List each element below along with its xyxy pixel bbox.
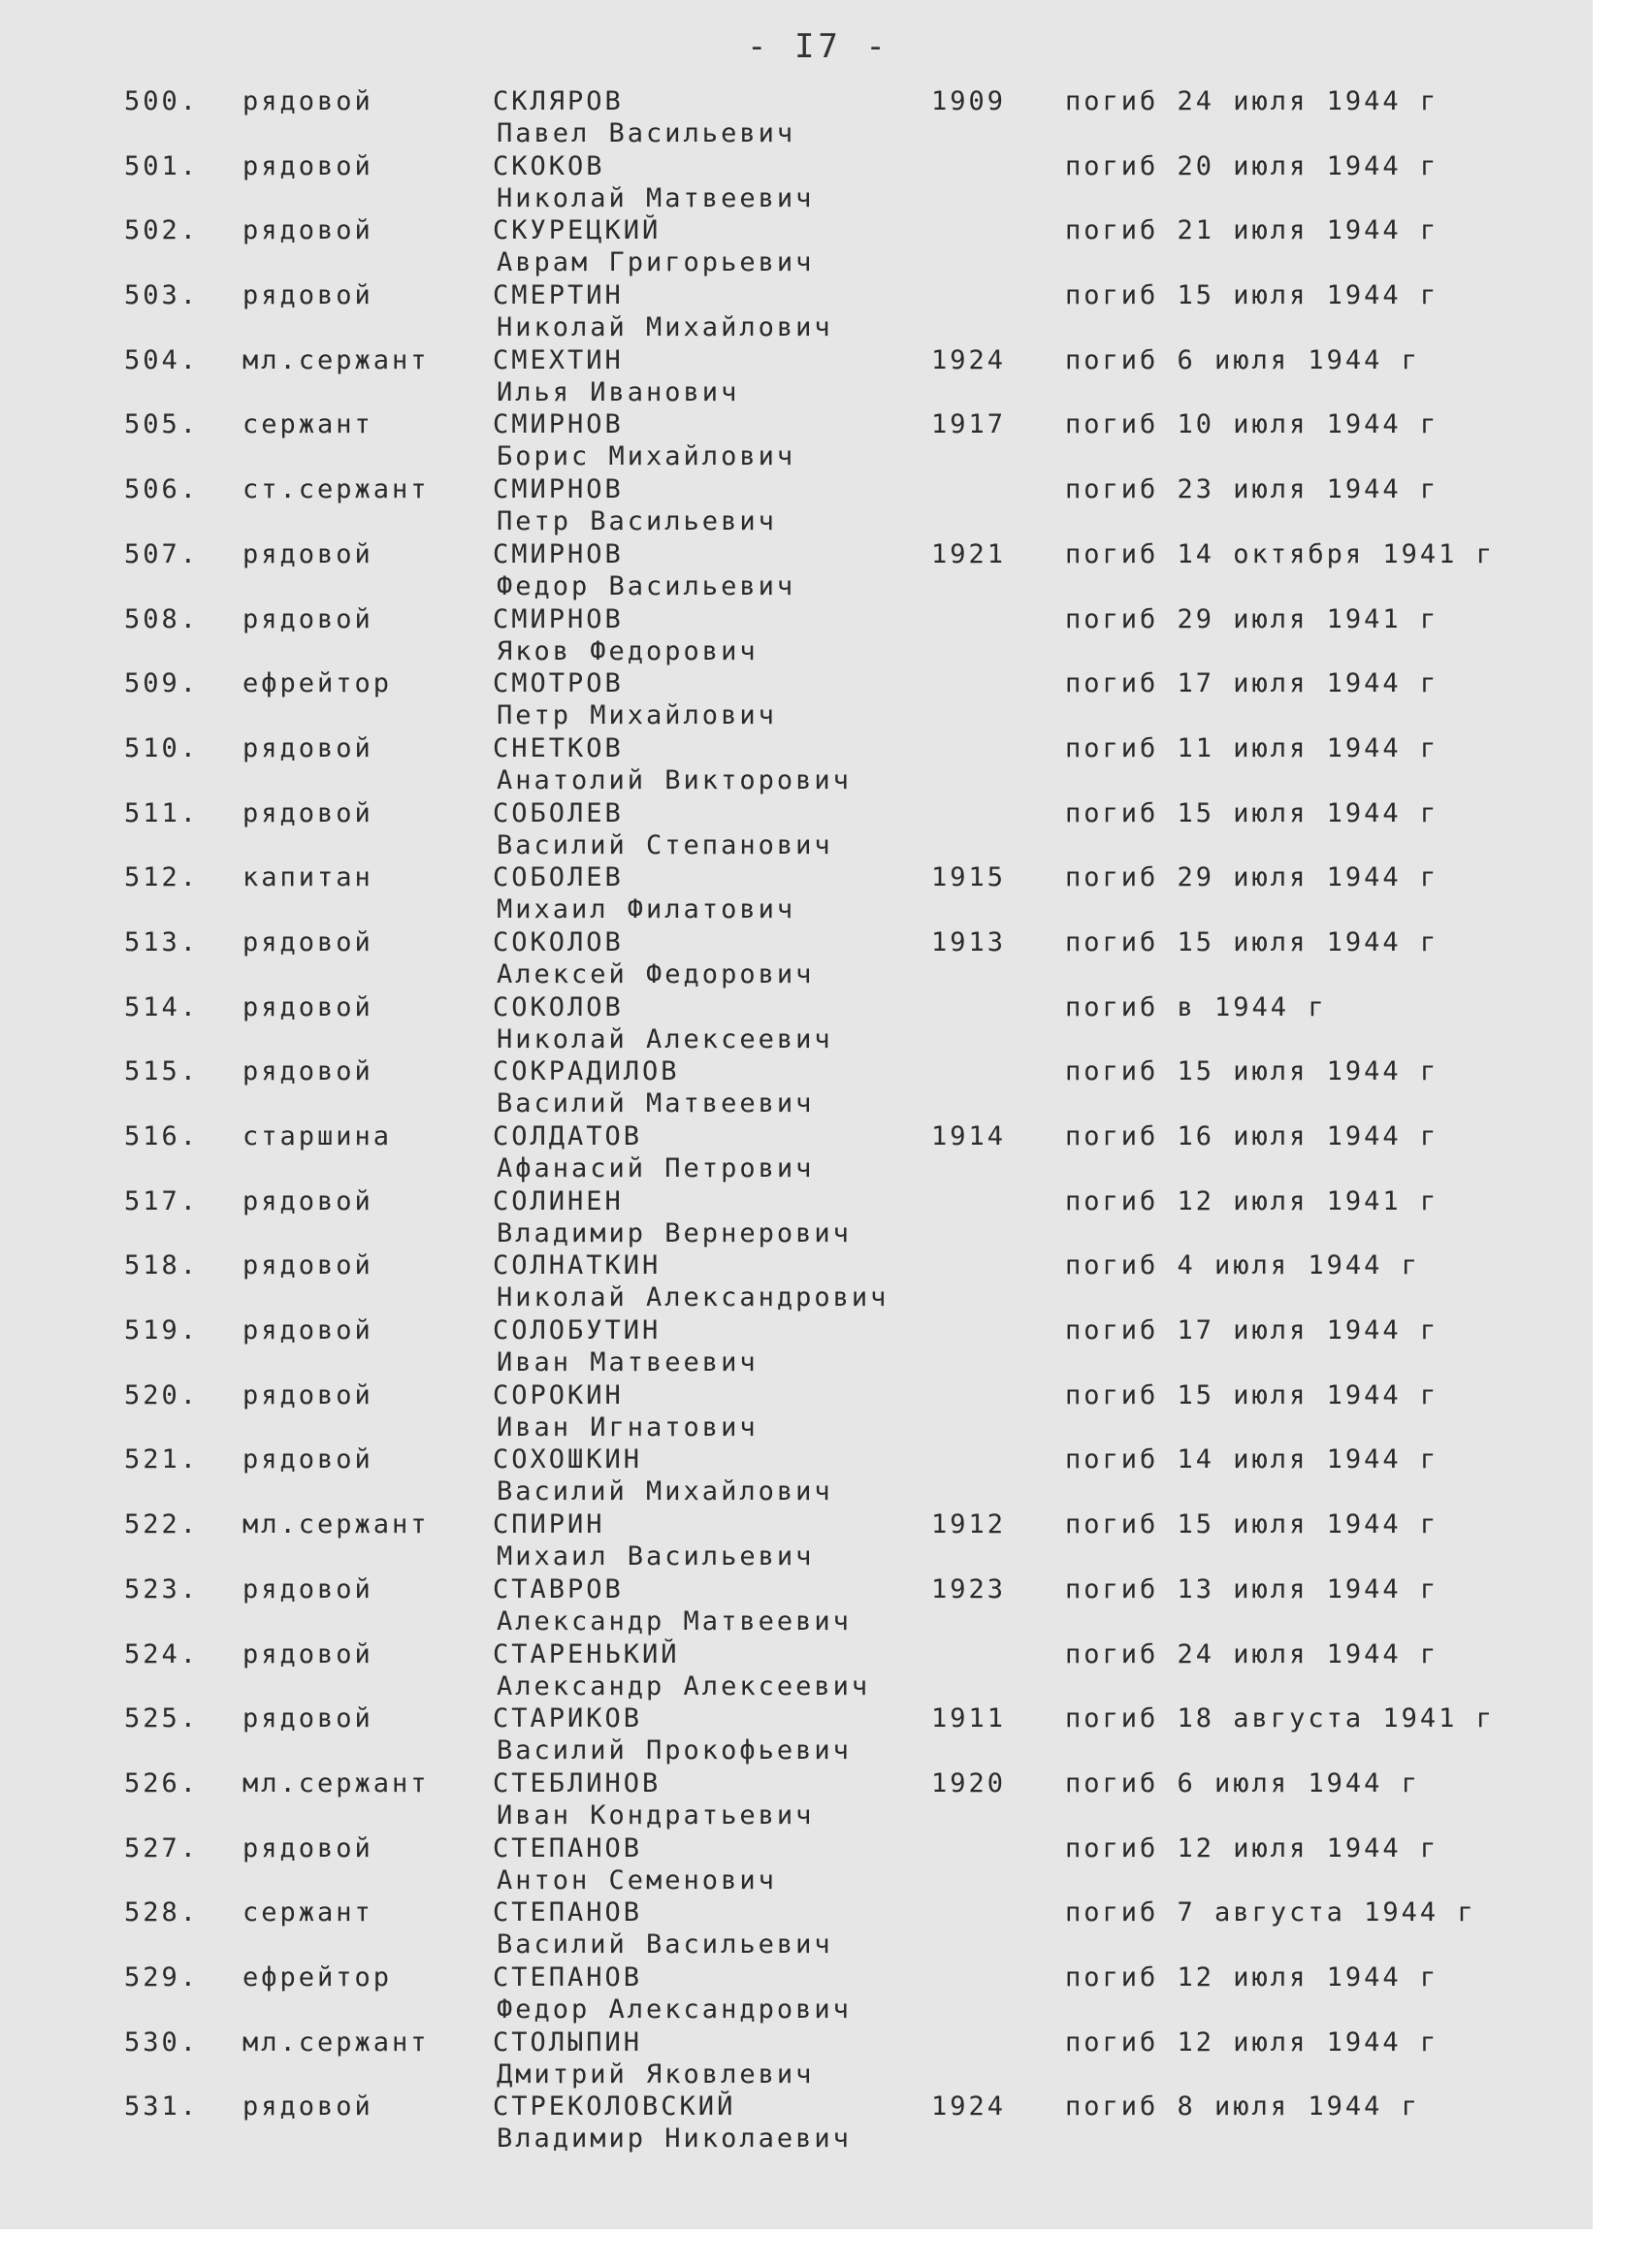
entry-number: 520. [124,1379,200,1410]
list-entry [0,1823,1593,1895]
entry-birth-year: 1909 [931,86,1007,116]
entry-fate: погиб 12 июля 1944 г [1065,1832,1439,1863]
entry-surname: СТЕПАНОВ [493,1961,643,1993]
entry-given-name: Алексей Федорович [497,958,815,989]
entry-number: 500. [124,86,200,116]
entry-given-name: Федор Васильевич [497,570,796,601]
entry-rank: рядовой [242,1832,373,1863]
entry-given-name: Петр Васильевич [497,506,777,537]
entry-number: 507. [124,538,200,569]
entry-birth-year: 1921 [931,538,1007,569]
entry-rank: рядовой [242,150,373,181]
entry-rank: рядовой [242,991,373,1022]
entry-surname: СПИРИН [493,1509,605,1540]
entry-given-name: Василий Степанович [497,829,833,860]
list-entry [0,1758,1593,1831]
entry-fate: погиб 18 августа 1941 г [1065,1703,1495,1734]
entry-surname: СОКОЛОВ [493,991,624,1022]
entry-given-name: Николай Михайлович [497,312,833,343]
entry-given-name: Василий Прокофьевич [497,1735,852,1766]
casualty-list [0,76,1593,2155]
entry-given-name: Александр Алексеевич [497,1670,871,1701]
entry-number: 510. [124,732,200,763]
entry-surname: СМОТРОВ [493,668,624,699]
entry-rank: рядовой [242,2091,373,2122]
entry-given-name: Николай Александрович [497,1282,889,1313]
entry-surname: СОБОЛЕВ [493,862,624,893]
entry-birth-year: 1913 [931,926,1007,957]
entry-birth-year: 1914 [931,1121,1007,1151]
entry-rank: рядовой [242,1056,373,1087]
entry-surname: СОХОШКИН [493,1444,643,1475]
entry-rank: рядовой [242,926,373,957]
entry-surname: СОКРАДИЛОВ [493,1056,680,1087]
entry-fate: погиб 12 июля 1944 г [1065,1961,1439,1993]
entry-number: 506. [124,474,200,505]
entry-given-name: Михаил Васильевич [497,1541,815,1572]
entry-rank: рядовой [242,797,373,828]
entry-number: 513. [124,926,200,957]
list-entry [0,723,1593,795]
entry-surname: СКОКОВ [493,150,605,181]
entry-given-name: Афанасий Петрович [497,1153,815,1183]
entry-birth-year: 1923 [931,1573,1007,1604]
entry-number: 509. [124,668,200,699]
entry-rank: рядовой [242,1638,373,1669]
list-entry [0,1952,1593,2025]
entry-number: 524. [124,1638,200,1669]
list-entry [0,1370,1593,1442]
entry-rank: мл.сержант [242,1509,430,1540]
list-entry [0,1434,1593,1507]
entry-rank: рядовой [242,86,373,116]
list-entry [0,76,1593,148]
entry-rank: капитан [242,862,373,893]
entry-number: 515. [124,1056,200,1087]
entry-given-name: Федор Александрович [497,1993,852,2025]
entry-surname: СТАВРОВ [493,1573,624,1604]
list-entry [0,982,1593,1054]
list-entry [0,399,1593,472]
entry-surname: СТЕПАНОВ [493,1897,643,1928]
list-entry [0,658,1593,731]
entry-number: 529. [124,1961,200,1993]
list-entry [0,917,1593,989]
list-entry [0,1046,1593,1119]
entry-fate: погиб 4 июля 1944 г [1065,1250,1420,1281]
entry-rank: рядовой [242,1444,373,1475]
entry-rank: мл.сержант [242,2026,430,2057]
entry-given-name: Михаил Филатович [497,894,796,925]
entry-given-name: Василий Михайлович [497,1476,833,1507]
entry-fate: погиб 11 июля 1944 г [1065,732,1439,763]
list-entry [0,852,1593,925]
entry-given-name: Борис Михайлович [497,441,796,472]
list-entry [0,1564,1593,1636]
entry-given-name: Владимир Вернерович [497,1217,852,1248]
list-entry [0,1693,1593,1766]
entry-fate: погиб 24 июля 1944 г [1065,86,1439,116]
entry-given-name: Петр Михайлович [497,700,777,731]
entry-given-name: Николай Алексеевич [497,1023,833,1054]
entry-surname: СТЕПАНОВ [493,1832,643,1863]
entry-given-name: Антон Семенович [497,1864,777,1895]
entry-rank: ефрейтор [242,1961,393,1993]
entry-surname: СТЕБЛИНОВ [493,1767,662,1798]
list-entry [0,529,1593,601]
list-entry [0,1629,1593,1701]
entry-surname: СМЕРТИН [493,280,624,311]
entry-birth-year: 1915 [931,862,1007,893]
entry-fate: погиб в 1944 г [1065,991,1327,1022]
entry-rank: рядовой [242,1250,373,1281]
entry-given-name: Дмитрий Яковлевич [497,2058,815,2090]
entry-given-name: Анатолий Викторович [497,764,852,795]
entry-fate: погиб 15 июля 1944 г [1065,1379,1439,1410]
entry-fate: погиб 13 июля 1944 г [1065,1573,1439,1604]
entry-rank: мл.сержант [242,344,430,375]
entry-number: 511. [124,797,200,828]
entry-number: 519. [124,1315,200,1346]
entry-surname: СКЛЯРОВ [493,86,624,116]
entry-fate: погиб 10 июля 1944 г [1065,409,1439,440]
entry-surname: СТАРИКОВ [493,1703,643,1734]
entry-fate: погиб 8 июля 1944 г [1065,2091,1420,2122]
list-entry [0,1240,1593,1313]
entry-number: 503. [124,280,200,311]
list-entry [0,205,1593,278]
entry-given-name: Павел Васильевич [497,118,796,148]
entry-rank: рядовой [242,1703,373,1734]
entry-fate: погиб 20 июля 1944 г [1065,150,1439,181]
entry-surname: СОЛОБУТИН [493,1315,662,1346]
entry-fate: погиб 29 июля 1941 г [1065,603,1439,634]
entry-number: 514. [124,991,200,1022]
entry-fate: погиб 15 июля 1944 г [1065,926,1439,957]
entry-number: 501. [124,150,200,181]
entry-number: 518. [124,1250,200,1281]
page-number: - I7 - [747,27,889,66]
entry-given-name: Иван Игнатович [497,1411,759,1442]
list-entry [0,1176,1593,1248]
entry-fate: погиб 24 июля 1944 г [1065,1638,1439,1669]
entry-birth-year: 1920 [931,1767,1007,1798]
entry-surname: СМИРНОВ [493,474,624,505]
list-entry [0,2081,1593,2155]
list-entry [0,1111,1593,1183]
list-entry [0,594,1593,666]
entry-number: 512. [124,862,200,893]
entry-number: 504. [124,344,200,375]
entry-fate: погиб 15 июля 1944 г [1065,280,1439,311]
entry-given-name: Николай Матвеевич [497,182,815,213]
entry-surname: СТРЕКОЛОВСКИЙ [493,2091,736,2122]
entry-given-name: Яков Федорович [497,635,759,666]
entry-rank: рядовой [242,1573,373,1604]
entry-number: 527. [124,1832,200,1863]
entry-fate: погиб 12 июля 1944 г [1065,2026,1439,2057]
entry-number: 526. [124,1767,200,1798]
entry-fate: погиб 29 июля 1944 г [1065,862,1439,893]
list-entry [0,1499,1593,1572]
entry-rank: рядовой [242,603,373,634]
entry-surname: СОРОКИН [493,1379,624,1410]
entry-rank: ефрейтор [242,668,393,699]
entry-birth-year: 1924 [931,2091,1007,2122]
entry-rank: мл.сержант [242,1767,430,1798]
entry-rank: рядовой [242,538,373,569]
entry-surname: СОЛИНЕН [493,1185,624,1216]
entry-number: 530. [124,2026,200,2057]
entry-number: 531. [124,2091,200,2122]
entry-number: 528. [124,1897,200,1928]
entry-surname: СОЛДАТОВ [493,1121,643,1151]
entry-rank: рядовой [242,1185,373,1216]
entry-number: 517. [124,1185,200,1216]
entry-fate: погиб 14 октября 1941 г [1065,538,1495,569]
entry-rank: рядовой [242,280,373,311]
entry-fate: погиб 7 августа 1944 г [1065,1897,1476,1928]
entry-birth-year: 1917 [931,409,1007,440]
entry-surname: СТОЛЫПИН [493,2026,643,2057]
entry-rank: рядовой [242,1379,373,1410]
entry-rank: старшина [242,1121,393,1151]
entry-birth-year: 1924 [931,344,1007,375]
entry-fate: погиб 17 июля 1944 г [1065,1315,1439,1346]
entry-number: 521. [124,1444,200,1475]
entry-given-name: Илья Иванович [497,376,740,407]
entry-number: 508. [124,603,200,634]
entry-rank: ст.сержант [242,474,430,505]
list-entry [0,335,1593,407]
entry-number: 525. [124,1703,200,1734]
list-entry [0,270,1593,343]
entry-rank: рядовой [242,1315,373,1346]
entry-surname: СНЕТКОВ [493,732,624,763]
list-entry [0,464,1593,537]
entry-given-name: Иван Матвеевич [497,1347,759,1378]
entry-number: 505. [124,409,200,440]
entry-surname: СМИРНОВ [493,603,624,634]
entry-surname: СМИРНОВ [493,538,624,569]
entry-rank: сержант [242,409,373,440]
entry-fate: погиб 15 июля 1944 г [1065,797,1439,828]
entry-fate: погиб 16 июля 1944 г [1065,1121,1439,1151]
entry-surname: СКУРЕЦКИЙ [493,215,662,246]
entry-surname: СОБОЛЕВ [493,797,624,828]
entry-number: 522. [124,1509,200,1540]
entry-fate: погиб 6 июля 1944 г [1065,344,1420,375]
entry-birth-year: 1911 [931,1703,1007,1734]
entry-fate: погиб 21 июля 1944 г [1065,215,1439,246]
entry-fate: погиб 23 июля 1944 г [1065,474,1439,505]
entry-given-name: Аврам Григорьевич [497,247,815,278]
list-entry [0,141,1593,213]
entry-rank: рядовой [242,732,373,763]
list-entry [0,2017,1593,2090]
entry-birth-year: 1912 [931,1509,1007,1540]
entry-given-name: Иван Кондратьевич [497,1799,815,1831]
entry-surname: СМЕХТИН [493,344,624,375]
entry-given-name: Василий Матвеевич [497,1088,815,1119]
entry-rank: сержант [242,1897,373,1928]
entry-fate: погиб 15 июля 1944 г [1065,1056,1439,1087]
entry-number: 516. [124,1121,200,1151]
entry-number: 502. [124,215,200,246]
entry-fate: погиб 17 июля 1944 г [1065,668,1439,699]
entry-fate: погиб 12 июля 1941 г [1065,1185,1439,1216]
entry-given-name: Владимир Николаевич [497,2123,852,2155]
entry-surname: СТАРЕНЬКИЙ [493,1638,680,1669]
entry-surname: СМИРНОВ [493,409,624,440]
entry-fate: погиб 15 июля 1944 г [1065,1509,1439,1540]
entry-surname: СОКОЛОВ [493,926,624,957]
entry-rank: рядовой [242,215,373,246]
entry-given-name: Александр Матвеевич [497,1605,852,1636]
entry-number: 523. [124,1573,200,1604]
entry-surname: СОЛНАТКИН [493,1250,662,1281]
entry-fate: погиб 14 июля 1944 г [1065,1444,1439,1475]
entry-fate: погиб 6 июля 1944 г [1065,1767,1420,1798]
list-entry [0,1887,1593,1960]
list-entry [0,788,1593,860]
list-entry [0,1305,1593,1378]
entry-given-name: Василий Васильевич [497,1929,833,1960]
